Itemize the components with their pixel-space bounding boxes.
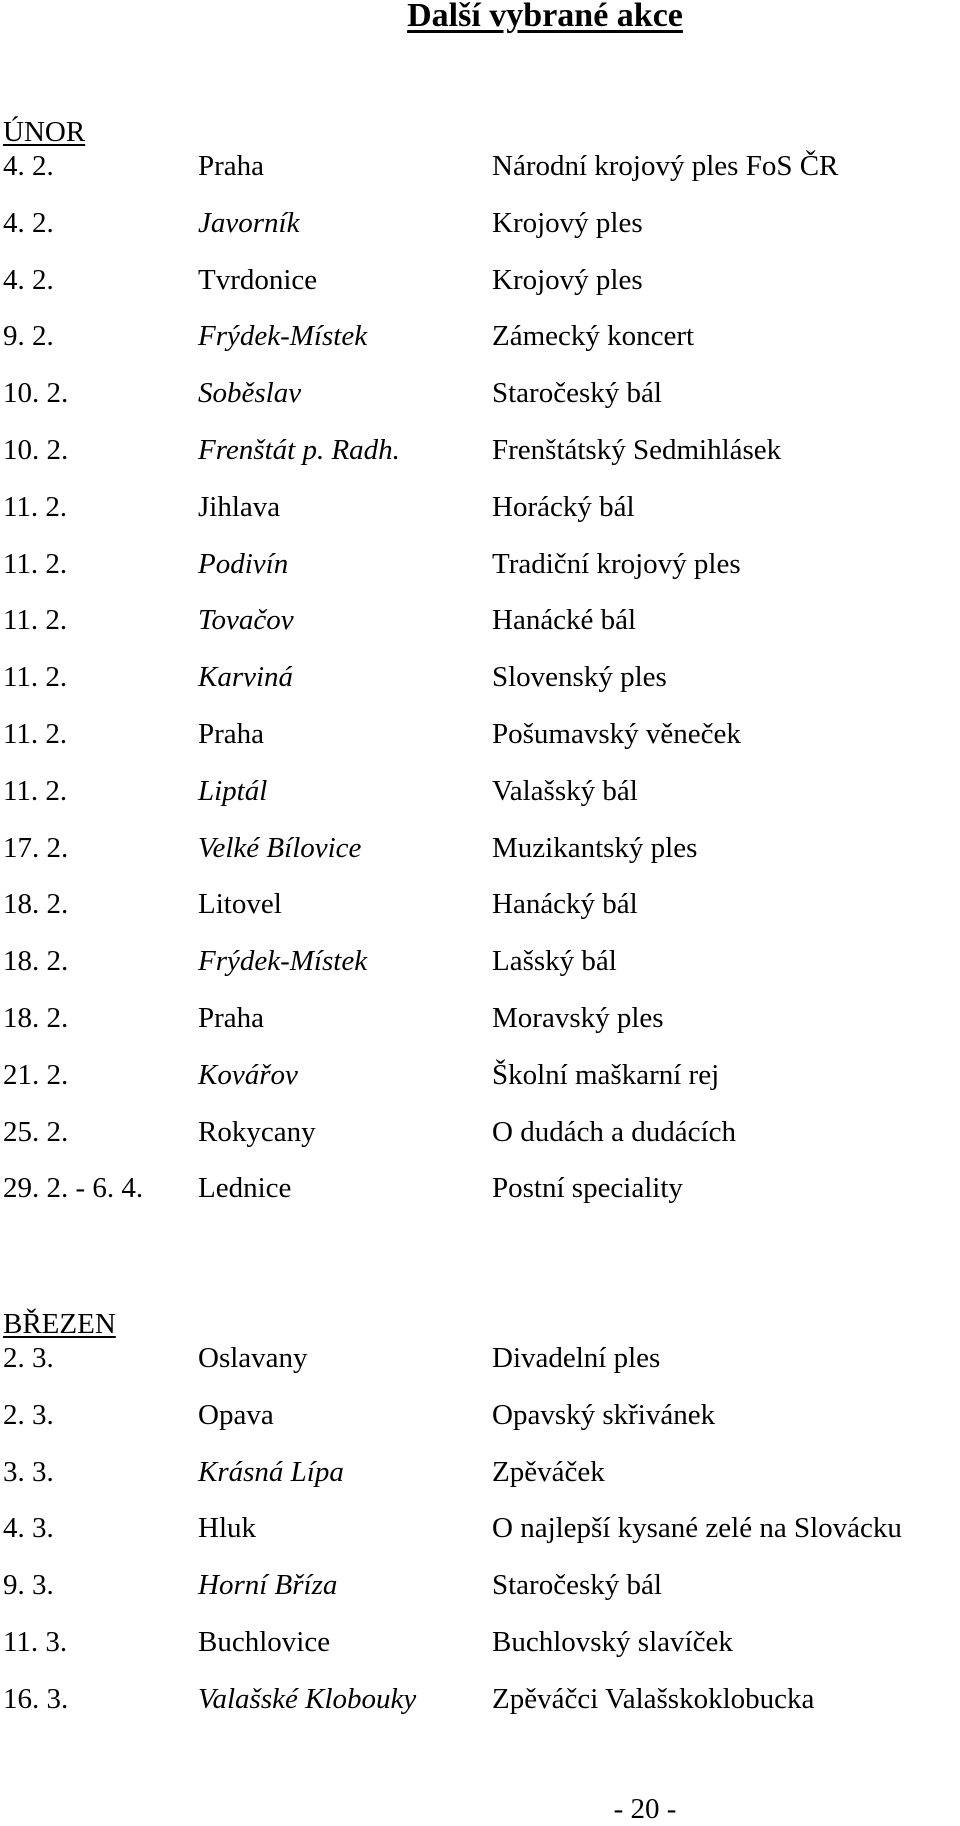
event-name: Hanácký bál — [492, 888, 638, 921]
event-date: 4. 2. — [3, 206, 54, 239]
event-date: 10. 2. — [3, 434, 69, 466]
event-place: Liptál — [198, 774, 268, 807]
event-row — [0, 715, 960, 753]
event-place: Praha — [198, 718, 265, 750]
event-date: 16. 3. — [3, 1682, 69, 1715]
event-date: 18. 2. — [3, 1002, 69, 1034]
event-row — [0, 488, 960, 526]
month-heading: ÚNOR — [3, 116, 86, 148]
event-row — [0, 1680, 960, 1718]
event-date: 11. 2. — [3, 490, 68, 523]
event-place: Kovářov — [198, 1058, 298, 1091]
event-name: Zámecký koncert — [492, 320, 695, 353]
event-date: 11. 2. — [3, 718, 68, 750]
event-name: Moravský ples — [492, 1002, 664, 1034]
event-row — [0, 942, 960, 980]
event-date: 11. 2. — [3, 661, 68, 694]
page-number: - 20 - — [613, 1793, 677, 1825]
event-name: Staročeský bál — [492, 377, 662, 410]
event-place: Buchlovice — [198, 1626, 331, 1658]
event-date: 18. 2. — [3, 888, 69, 921]
event-date: 11. 2. — [3, 604, 68, 637]
event-name: Divadelní ples — [492, 1342, 661, 1374]
event-name: Hanácké bál — [492, 604, 637, 637]
event-row — [0, 147, 960, 185]
event-name: Krojový ples — [492, 263, 643, 296]
event-row — [0, 829, 960, 867]
event-place: Praha — [198, 1002, 265, 1034]
event-row — [0, 658, 960, 696]
event-row — [0, 1509, 960, 1547]
event-row — [0, 1453, 960, 1491]
event-place: Podivín — [198, 547, 289, 580]
event-row — [0, 1113, 960, 1151]
event-name: Postní speciality — [492, 1172, 683, 1205]
event-name: Horácký bál — [492, 490, 635, 523]
event-place: Horní Bříza — [198, 1569, 338, 1602]
event-name: Staročeský bál — [492, 1569, 662, 1602]
event-date: 9. 3. — [3, 1569, 54, 1602]
event-place: Javorník — [198, 206, 300, 239]
event-date: 2. 3. — [3, 1398, 54, 1431]
event-row — [0, 1169, 960, 1207]
event-place: Frýdek-Místek — [198, 945, 368, 978]
event-date: 25. 2. — [3, 1115, 69, 1148]
event-place: Lednice — [198, 1172, 292, 1205]
event-place: Hluk — [198, 1512, 256, 1545]
event-row — [0, 431, 960, 469]
event-date: 4. 2. — [3, 150, 54, 182]
event-place: Frenštát p. Radh. — [198, 434, 400, 466]
event-row — [0, 317, 960, 355]
event-name: Slovenský ples — [492, 661, 667, 694]
page-title: Další vybrané akce — [407, 0, 683, 34]
event-row — [0, 545, 960, 583]
event-date: 11. 2. — [3, 547, 68, 580]
event-row — [0, 772, 960, 810]
event-date: 10. 2. — [3, 377, 69, 410]
event-place: Rokycany — [198, 1115, 316, 1148]
event-place: Frýdek-Místek — [198, 320, 368, 353]
event-name: Krojový ples — [492, 206, 643, 239]
event-name: O dudách a dudácích — [492, 1115, 736, 1148]
event-place: Praha — [198, 150, 265, 182]
event-date: 18. 2. — [3, 945, 69, 978]
event-name: O najlepší kysané zelé na Slovácku — [492, 1512, 902, 1545]
event-date: 4. 3. — [3, 1512, 54, 1545]
event-date: 11. 2. — [3, 774, 68, 807]
event-name: Tradiční krojový ples — [492, 547, 741, 580]
event-place: Tvrdonice — [198, 263, 318, 296]
event-name: Školní maškarní rej — [492, 1058, 720, 1091]
event-row — [0, 1566, 960, 1604]
event-name: Národní krojový ples FoS ČR — [492, 150, 839, 182]
event-date: 2. 3. — [3, 1342, 54, 1374]
event-name: Zpěváčci Valašskoklobucka — [492, 1682, 815, 1715]
event-date: 21. 2. — [3, 1058, 69, 1091]
event-date: 29. 2. - 6. 4. — [3, 1172, 144, 1205]
event-row — [0, 1056, 960, 1094]
event-place: Krásná Lípa — [198, 1455, 344, 1488]
event-row — [0, 1339, 960, 1377]
event-name: Opavský skřivánek — [492, 1398, 716, 1431]
event-name: Pošumavský věneček — [492, 718, 741, 750]
event-place: Oslavany — [198, 1342, 308, 1374]
event-date: 11. 3. — [3, 1626, 68, 1658]
event-date: 9. 2. — [3, 320, 54, 353]
event-name: Buchlovský slavíček — [492, 1626, 733, 1658]
event-name: Lašský bál — [492, 945, 617, 978]
event-name: Valašský bál — [492, 774, 638, 807]
event-name: Muzikantský ples — [492, 831, 698, 864]
event-place: Litovel — [198, 888, 282, 921]
event-date: 4. 2. — [3, 263, 54, 296]
event-name: Zpěváček — [492, 1455, 605, 1488]
event-row — [0, 1623, 960, 1661]
event-place: Soběslav — [198, 377, 302, 410]
event-place: Valašské Klobouky — [198, 1682, 417, 1715]
event-row — [0, 1396, 960, 1434]
event-name: Frenštátský Sedmihlásek — [492, 434, 782, 466]
event-row — [0, 999, 960, 1037]
event-place: Opava — [198, 1398, 274, 1431]
event-row — [0, 261, 960, 299]
event-place: Karviná — [198, 661, 294, 694]
event-place: Tovačov — [198, 604, 294, 637]
event-row — [0, 374, 960, 412]
event-place: Velké Bílovice — [198, 831, 362, 864]
month-heading: BŘEZEN — [3, 1308, 116, 1340]
event-row — [0, 204, 960, 242]
event-row — [0, 885, 960, 923]
event-date: 3. 3. — [3, 1455, 54, 1488]
event-date: 17. 2. — [3, 831, 69, 864]
event-row — [0, 601, 960, 639]
event-place: Jihlava — [198, 490, 281, 523]
